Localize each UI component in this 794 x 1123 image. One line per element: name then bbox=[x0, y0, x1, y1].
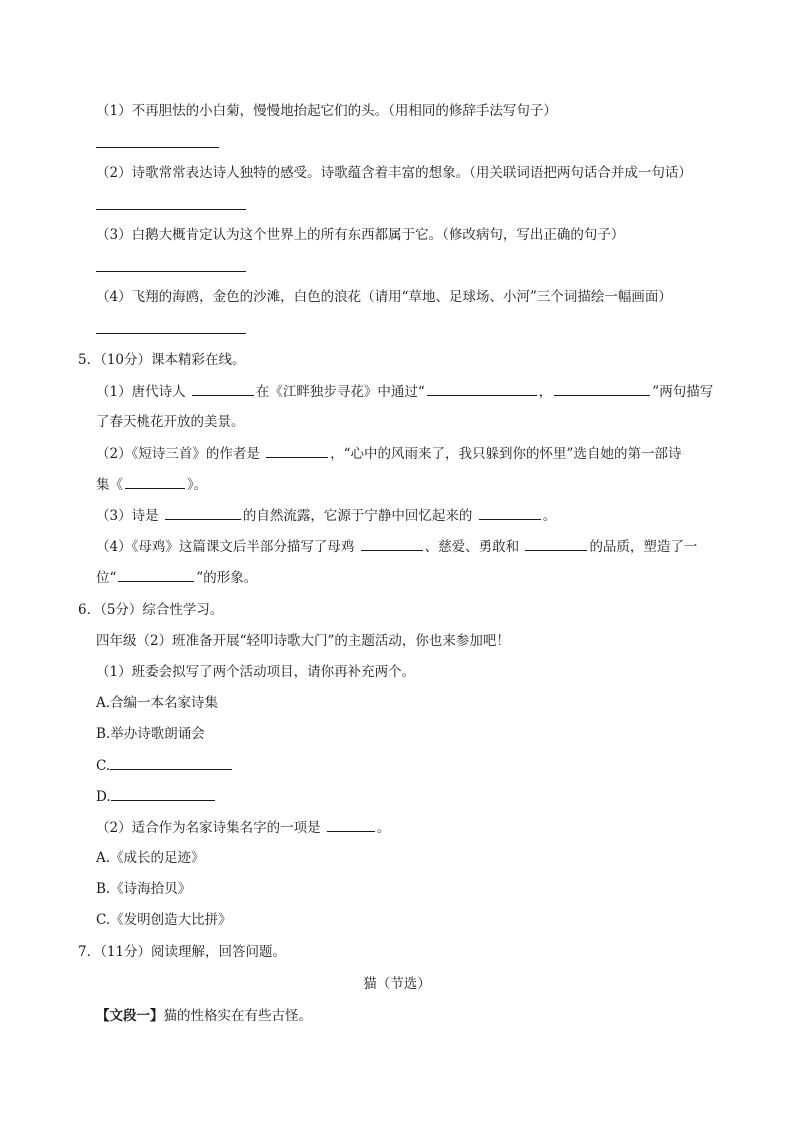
q6-option-d bbox=[96, 786, 217, 807]
q5-p4-text-b: 、慈爱、勇敢和 bbox=[424, 539, 520, 555]
q6-option-c-blank[interactable] bbox=[110, 755, 232, 770]
q5-p2-blank-author[interactable] bbox=[266, 443, 328, 458]
q6-intro: 四年级（2）班准备开展“轻叩诗歌大门”的主题活动，你也来参加吧！ bbox=[96, 633, 510, 649]
q5-p4-text-a: （4）《母鸡》这篇课文后半部分描写了母鸡 bbox=[96, 539, 355, 555]
q5-p2-blank-collection[interactable] bbox=[125, 474, 185, 489]
q5-p4-text-e: ”的形象。 bbox=[196, 570, 258, 586]
q6-option-c-label: C. bbox=[96, 758, 111, 774]
q5-p1-blank-line1[interactable] bbox=[427, 381, 537, 396]
q5-p3-text-c: 。 bbox=[542, 508, 557, 524]
q7-header: 7．（11分）阅读理解，回答问题。 bbox=[78, 944, 287, 960]
q5-part4-line2 bbox=[96, 567, 257, 588]
q5-p4-text-d: 位“ bbox=[96, 570, 117, 586]
q5-p2-text-d: 》。 bbox=[187, 477, 208, 493]
q5-p4-text-c: 的品质，塑造了一 bbox=[589, 539, 698, 555]
q5-p1-text-c: ， bbox=[538, 384, 553, 400]
q6-part2 bbox=[96, 817, 390, 838]
q7-paragraph-text: 猫的性格实在有些古怪。 bbox=[163, 1008, 312, 1024]
q5-p1-text-b: 在《江畔独步寻花》中通过“ bbox=[255, 384, 425, 400]
q5-p4-blank-2[interactable] bbox=[525, 536, 587, 551]
q5-part2-line2 bbox=[96, 474, 207, 495]
q5-p4-blank-3[interactable] bbox=[118, 567, 194, 582]
q5-p1-text-a: （1）唐代诗人 bbox=[96, 384, 186, 400]
q6-part2-text-a: （2）适合作为名家诗集名字的一项是 bbox=[96, 820, 321, 836]
q6-option-d-label: D. bbox=[96, 789, 111, 805]
q5-p3-blank-2[interactable] bbox=[479, 505, 541, 520]
q4-sub1-text: （1）不再胆怯的小白菊，慢慢地抬起它们的头。（用相同的修辞手法写句子） bbox=[96, 103, 557, 119]
q6-option-d-blank[interactable] bbox=[111, 786, 215, 801]
q6-option-b: B.举办诗歌朗诵会 bbox=[96, 726, 205, 742]
q5-part4-line1 bbox=[96, 536, 697, 557]
q6-part2-text-b: 。 bbox=[376, 820, 391, 836]
q6-option-c bbox=[96, 755, 234, 776]
q6-header: 6．（5分）综合性学习。 bbox=[78, 602, 224, 618]
q4-sub2-text: （2）诗歌常常表达诗人独特的感受。诗歌蕴含着丰富的想象。（用关联词语把两句话合并成一句话） bbox=[96, 165, 692, 181]
q5-p2-text-a: （2）《短诗三首》的作者是 bbox=[96, 446, 260, 462]
q5-part1-line1 bbox=[96, 381, 713, 402]
q4-sub4-text: （4）飞翔的海鸥，金色的沙滩，白色的浪花（请用“草地、足球场、小河”三个词描绘一幅画面） bbox=[96, 289, 672, 305]
q6-part2-blank[interactable] bbox=[327, 817, 375, 832]
q5-part2-line1 bbox=[96, 443, 681, 464]
q5-p1-blank-poet[interactable] bbox=[192, 381, 254, 396]
q7-passage-title: 猫（节选） bbox=[363, 976, 431, 992]
q5-part3-line bbox=[96, 505, 556, 526]
q6-choice-c: C.《发明创造大比拼》 bbox=[96, 912, 232, 928]
q4-sub3-answer-line[interactable] bbox=[96, 271, 246, 272]
q5-p2-text-b: ，“心中的风雨来了，我只躲到你的怀里”选自她的第一部诗 bbox=[330, 446, 682, 462]
q4-sub2-answer-line[interactable] bbox=[96, 209, 246, 210]
q5-p3-text-b: 的自然流露，它源于宁静中回忆起来的 bbox=[242, 508, 473, 524]
q5-p1-blank-line2[interactable] bbox=[554, 381, 650, 396]
q5-p3-blank-1[interactable] bbox=[165, 505, 241, 520]
q5-p3-text-a: （3）诗是 bbox=[96, 508, 159, 524]
q4-sub1-answer-line[interactable] bbox=[96, 147, 219, 148]
q4-sub3-text: （3）白鹅大概肯定认为这个世界上的所有东西都属于它。（修改病句，写出正确的句子） bbox=[96, 227, 625, 243]
q6-option-a: A.合编一本名家诗集 bbox=[96, 695, 219, 711]
q4-sub4-answer-line[interactable] bbox=[96, 333, 246, 334]
q5-p4-blank-1[interactable] bbox=[361, 536, 423, 551]
q6-choice-a: A.《成长的足迹》 bbox=[96, 850, 205, 866]
q5-header: 5．（10分）课本精彩在线。 bbox=[78, 352, 246, 368]
q6-choice-b: B.《诗海拾贝》 bbox=[96, 881, 192, 897]
q5-p1-text-d: ”两句描写 bbox=[652, 384, 714, 400]
q7-paragraph-1 bbox=[96, 1006, 312, 1026]
q5-p2-text-c: 集《 bbox=[96, 477, 123, 493]
q6-part1: （1）班委会拟写了两个活动项目，请你再补充两个。 bbox=[96, 664, 416, 680]
q5-p1-text-e: 了春天桃花开放的美景。 bbox=[96, 414, 245, 430]
q7-paragraph-tag: 【文段一】 bbox=[96, 1008, 164, 1024]
